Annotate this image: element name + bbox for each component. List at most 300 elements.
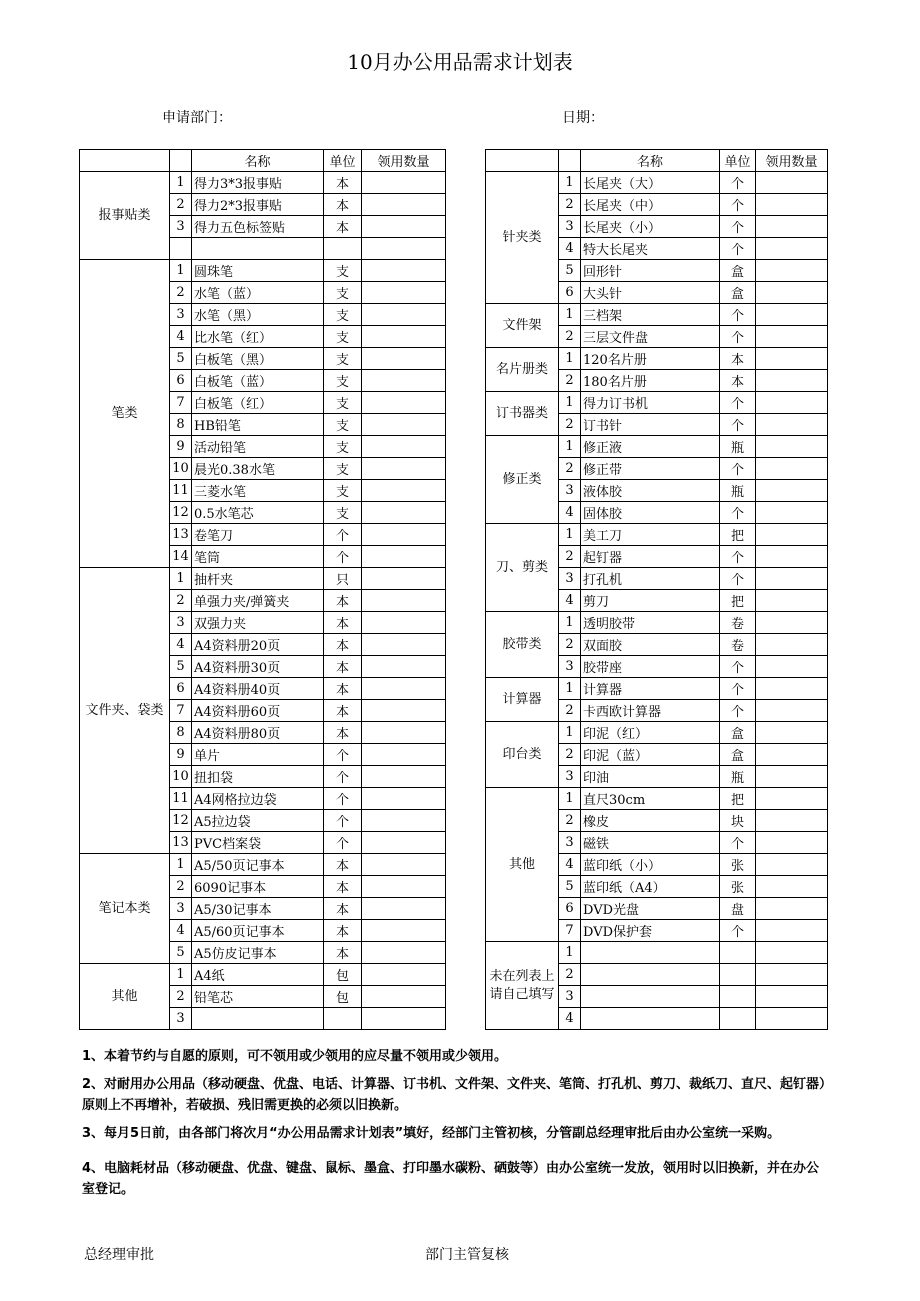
item-number-cell: 7 (170, 700, 192, 722)
item-name-cell: 0.5水笔芯 (192, 502, 324, 524)
item-name-cell: 液体胶 (581, 480, 720, 502)
quantity-input-cell[interactable] (756, 1008, 828, 1030)
quantity-input-cell[interactable] (362, 766, 446, 788)
quantity-input-cell[interactable] (756, 282, 828, 304)
item-name-cell: 圆珠笔 (192, 260, 324, 282)
item-number-cell: 2 (559, 414, 581, 436)
category-cell: 名片册类 (486, 348, 559, 392)
quantity-input-cell[interactable] (362, 524, 446, 546)
item-number-cell: 1 (170, 260, 192, 282)
item-unit-cell: 支 (324, 370, 362, 392)
item-unit-cell: 包 (324, 986, 362, 1008)
item-unit-cell: 本 (324, 898, 362, 920)
quantity-input-cell[interactable] (756, 414, 828, 436)
item-unit-cell: 本 (324, 216, 362, 238)
quantity-input-cell[interactable] (362, 370, 446, 392)
quantity-input-cell[interactable] (362, 194, 446, 216)
item-number-cell: 4 (170, 326, 192, 348)
item-number-cell: 7 (170, 392, 192, 414)
item-unit-cell: 盒 (720, 260, 756, 282)
header-no (559, 150, 581, 172)
item-number-cell: 5 (170, 348, 192, 370)
quantity-input-cell[interactable] (362, 832, 446, 854)
right-supply-table (485, 149, 828, 1030)
item-name-cell: 剪刀 (581, 590, 720, 612)
item-number-cell: 5 (170, 942, 192, 964)
item-unit-cell: 张 (720, 876, 756, 898)
category-cell: 印台类 (486, 722, 559, 788)
item-unit-cell: 个 (720, 326, 756, 348)
item-unit-cell: 个 (720, 678, 756, 700)
item-unit-cell: 支 (324, 326, 362, 348)
quantity-input-cell[interactable] (362, 656, 446, 678)
item-unit-cell: 个 (324, 810, 362, 832)
quantity-input-cell[interactable] (362, 238, 446, 260)
item-unit-cell: 个 (720, 700, 756, 722)
quantity-input-cell[interactable] (362, 326, 446, 348)
item-name-cell: 大头针 (581, 282, 720, 304)
quantity-input-cell[interactable] (362, 612, 446, 634)
item-unit-cell (720, 1008, 756, 1030)
dept-head-review-label: 部门主管复核 (425, 1247, 509, 1263)
item-unit-cell: 本 (720, 348, 756, 370)
table-row (486, 788, 828, 810)
item-unit-cell: 块 (720, 810, 756, 832)
table-row (486, 942, 828, 964)
item-unit-cell: 把 (720, 524, 756, 546)
table-row (486, 722, 828, 744)
item-unit-cell: 个 (324, 788, 362, 810)
quantity-input-cell[interactable] (362, 876, 446, 898)
item-number-cell: 4 (559, 238, 581, 260)
quantity-input-cell[interactable] (756, 810, 828, 832)
item-number-cell: 3 (170, 304, 192, 326)
item-unit-cell: 本 (324, 634, 362, 656)
item-name-cell: 长尾夹（中） (581, 194, 720, 216)
quantity-input-cell[interactable] (362, 788, 446, 810)
page-title: 10月办公用品需求计划表 (347, 50, 573, 74)
item-unit-cell: 本 (324, 194, 362, 216)
item-number-cell: 12 (170, 502, 192, 524)
item-number-cell: 3 (170, 898, 192, 920)
quantity-input-cell[interactable] (362, 502, 446, 524)
notes-section (82, 1046, 827, 1207)
quantity-input-cell[interactable] (362, 546, 446, 568)
quantity-input-cell[interactable] (756, 238, 828, 260)
item-unit-cell: 个 (720, 414, 756, 436)
table-row (486, 304, 828, 326)
item-unit-cell: 本 (324, 876, 362, 898)
quantity-input-cell[interactable] (756, 722, 828, 744)
item-name-cell: 印泥（红） (581, 722, 720, 744)
item-number-cell: 8 (170, 722, 192, 744)
quantity-input-cell[interactable] (756, 612, 828, 634)
item-name-cell: 卡西欧计算器 (581, 700, 720, 722)
quantity-input-cell[interactable] (756, 942, 828, 964)
item-unit-cell: 支 (324, 392, 362, 414)
item-unit-cell: 把 (720, 788, 756, 810)
header-unit: 单位 (720, 150, 756, 172)
quantity-input-cell[interactable] (756, 964, 828, 986)
table-row (80, 568, 446, 590)
quantity-input-cell[interactable] (362, 678, 446, 700)
item-number-cell: 3 (170, 612, 192, 634)
item-name-cell: 订书针 (581, 414, 720, 436)
item-unit-cell: 个 (720, 238, 756, 260)
quantity-input-cell[interactable] (756, 832, 828, 854)
quantity-input-cell[interactable] (362, 458, 446, 480)
item-number-cell: 1 (559, 722, 581, 744)
item-unit-cell: 本 (324, 920, 362, 942)
quantity-input-cell[interactable] (362, 964, 446, 986)
quantity-input-cell[interactable] (362, 744, 446, 766)
item-number-cell: 6 (559, 282, 581, 304)
item-unit-cell: 本 (324, 172, 362, 194)
quantity-input-cell[interactable] (756, 678, 828, 700)
item-number-cell: 5 (559, 876, 581, 898)
item-name-cell: 得力3*3报事贴 (192, 172, 324, 194)
item-name-cell: 卷笔刀 (192, 524, 324, 546)
item-unit-cell: 瓶 (720, 436, 756, 458)
header-name: 名称 (581, 150, 720, 172)
item-name-cell: 起钉器 (581, 546, 720, 568)
quantity-input-cell[interactable] (756, 656, 828, 678)
quantity-input-cell[interactable] (756, 986, 828, 1008)
item-name-cell: 白板笔（蓝） (192, 370, 324, 392)
item-name-cell (192, 1008, 324, 1030)
quantity-input-cell[interactable] (756, 898, 828, 920)
item-name-cell: DVD保护套 (581, 920, 720, 942)
category-cell: 文件架 (486, 304, 559, 348)
quantity-input-cell[interactable] (756, 392, 828, 414)
quantity-input-cell[interactable] (362, 436, 446, 458)
item-unit-cell: 支 (324, 260, 362, 282)
item-name-cell: 得力2*3报事贴 (192, 194, 324, 216)
item-number-cell: 4 (170, 920, 192, 942)
quantity-input-cell[interactable] (756, 854, 828, 876)
quantity-input-cell[interactable] (362, 260, 446, 282)
quantity-input-cell[interactable] (362, 810, 446, 832)
item-number-cell: 3 (559, 656, 581, 678)
quantity-input-cell[interactable] (756, 744, 828, 766)
quantity-input-cell[interactable] (362, 590, 446, 612)
item-number-cell: 4 (559, 502, 581, 524)
item-number-cell: 6 (170, 678, 192, 700)
quantity-input-cell[interactable] (756, 546, 828, 568)
item-name-cell (581, 942, 720, 964)
item-unit-cell: 个 (720, 172, 756, 194)
quantity-input-cell[interactable] (362, 392, 446, 414)
item-name-cell: A4网格拉边袋 (192, 788, 324, 810)
table-row (486, 524, 828, 546)
quantity-input-cell[interactable] (362, 480, 446, 502)
item-name-cell: 计算器 (581, 678, 720, 700)
quantity-input-cell[interactable] (362, 282, 446, 304)
item-number-cell: 2 (170, 590, 192, 612)
quantity-input-cell[interactable] (756, 304, 828, 326)
item-name-cell: 比水笔（红） (192, 326, 324, 348)
note-4: 4、电脑耗材品（移动硬盘、优盘、键盘、鼠标、墨盒、打印墨水碳粉、硒鼓等）由办公室统一发放，领用时以旧换新，并在办公室登记。 (82, 1161, 820, 1197)
table-row (486, 392, 828, 414)
item-number-cell: 1 (559, 348, 581, 370)
quantity-input-cell[interactable] (756, 436, 828, 458)
item-name-cell (581, 1008, 720, 1030)
item-name-cell: 抽杆夹 (192, 568, 324, 590)
item-name-cell: A4资料册40页 (192, 678, 324, 700)
item-name-cell: 三层文件盘 (581, 326, 720, 348)
item-name-cell (581, 986, 720, 1008)
item-number-cell: 1 (559, 392, 581, 414)
quantity-input-cell[interactable] (756, 766, 828, 788)
item-name-cell: 扭扣袋 (192, 766, 324, 788)
item-unit-cell: 个 (720, 546, 756, 568)
item-name-cell: 印油 (581, 766, 720, 788)
item-number-cell: 3 (170, 216, 192, 238)
item-unit-cell: 个 (720, 920, 756, 942)
item-unit-cell: 卷 (720, 634, 756, 656)
item-number-cell: 2 (559, 546, 581, 568)
quantity-input-cell[interactable] (362, 854, 446, 876)
item-name-cell: 单片 (192, 744, 324, 766)
quantity-input-cell[interactable] (756, 590, 828, 612)
note-2: 2、对耐用办公用品（移动硬盘、优盘、电话、计算器、订书机、文件架、文件夹、笔筒、打孔机、剪刀、裁纸刀、直尺、起钉器）原则上不再增补，若破损、残旧需更换的必须以旧换新。 (82, 1077, 826, 1113)
item-unit-cell: 盒 (720, 744, 756, 766)
dept-label: 申请部门： (162, 110, 232, 126)
header-unit: 单位 (324, 150, 362, 172)
quantity-input-cell[interactable] (756, 480, 828, 502)
item-name-cell: 三档架 (581, 304, 720, 326)
item-unit-cell: 本 (324, 854, 362, 876)
item-name-cell: 长尾夹（小） (581, 216, 720, 238)
category-cell: 其他 (80, 964, 170, 1030)
quantity-input-cell[interactable] (362, 920, 446, 942)
item-name-cell: 白板笔（黑） (192, 348, 324, 370)
item-unit-cell: 本 (324, 590, 362, 612)
item-name-cell: A4资料册30页 (192, 656, 324, 678)
quantity-input-cell[interactable] (362, 568, 446, 590)
item-number-cell: 1 (170, 854, 192, 876)
quantity-input-cell[interactable] (756, 194, 828, 216)
item-number-cell: 1 (559, 436, 581, 458)
item-unit-cell: 张 (720, 854, 756, 876)
quantity-input-cell[interactable] (362, 414, 446, 436)
item-number-cell: 2 (559, 810, 581, 832)
item-number-cell: 8 (170, 414, 192, 436)
item-unit-cell: 个 (720, 568, 756, 590)
item-number-cell: 1 (559, 788, 581, 810)
quantity-input-cell[interactable] (756, 524, 828, 546)
quantity-input-cell[interactable] (756, 216, 828, 238)
item-unit-cell: 个 (720, 304, 756, 326)
item-number-cell: 2 (170, 194, 192, 216)
category-cell: 胶带类 (486, 612, 559, 678)
item-name-cell: 打孔机 (581, 568, 720, 590)
item-name-cell: 得力订书机 (581, 392, 720, 414)
item-name-cell: 水笔（蓝） (192, 282, 324, 304)
item-name-cell: A5/30记事本 (192, 898, 324, 920)
quantity-input-cell[interactable] (756, 788, 828, 810)
category-cell: 未在列表上请自己填写 (486, 942, 559, 1030)
quantity-input-cell[interactable] (362, 722, 446, 744)
item-number-cell: 6 (559, 898, 581, 920)
item-name-cell: A5/60页记事本 (192, 920, 324, 942)
item-name-cell: PVC档案袋 (192, 832, 324, 854)
item-number-cell: 14 (170, 546, 192, 568)
quantity-input-cell[interactable] (362, 700, 446, 722)
quantity-input-cell[interactable] (756, 348, 828, 370)
quantity-input-cell[interactable] (756, 634, 828, 656)
item-unit-cell: 支 (324, 348, 362, 370)
item-unit-cell: 支 (324, 436, 362, 458)
item-name-cell: 透明胶带 (581, 612, 720, 634)
table-row (486, 678, 828, 700)
table-row (486, 436, 828, 458)
item-unit-cell: 只 (324, 568, 362, 590)
quantity-input-cell[interactable] (362, 172, 446, 194)
item-name-cell (581, 964, 720, 986)
item-unit-cell: 盒 (720, 282, 756, 304)
item-name-cell: 蓝印纸（A4） (581, 876, 720, 898)
item-number-cell: 3 (559, 766, 581, 788)
item-unit-cell: 个 (324, 524, 362, 546)
item-number-cell: 4 (559, 854, 581, 876)
item-unit-cell (720, 942, 756, 964)
item-name-cell: 120名片册 (581, 348, 720, 370)
quantity-input-cell[interactable] (362, 942, 446, 964)
quantity-input-cell[interactable] (756, 260, 828, 282)
table-row (80, 854, 446, 876)
item-name-cell: 笔筒 (192, 546, 324, 568)
item-name-cell: 固体胶 (581, 502, 720, 524)
item-number-cell: 6 (170, 370, 192, 392)
item-number-cell: 1 (559, 612, 581, 634)
quantity-input-cell[interactable] (362, 216, 446, 238)
item-number-cell: 2 (559, 634, 581, 656)
item-unit-cell: 个 (720, 656, 756, 678)
item-unit-cell: 支 (324, 502, 362, 524)
category-cell: 笔记本类 (80, 854, 170, 964)
item-number-cell: 2 (170, 986, 192, 1008)
item-number-cell: 2 (559, 194, 581, 216)
quantity-input-cell[interactable] (756, 700, 828, 722)
item-number-cell: 13 (170, 832, 192, 854)
item-unit-cell (720, 986, 756, 1008)
item-unit-cell: 支 (324, 282, 362, 304)
item-unit-cell: 盘 (720, 898, 756, 920)
quantity-input-cell[interactable] (756, 920, 828, 942)
category-cell: 修正类 (486, 436, 559, 524)
note-3: 3、每月5日前，由各部门将次月“办公用品需求计划表”填好，经部门主管初核，分管副总经理审批后由办公室统一采购。 (82, 1126, 781, 1141)
item-number-cell: 2 (559, 700, 581, 722)
item-unit-cell: 个 (720, 216, 756, 238)
item-name-cell: 印泥（蓝） (581, 744, 720, 766)
item-unit-cell: 本 (720, 370, 756, 392)
item-number-cell: 2 (559, 964, 581, 986)
quantity-input-cell[interactable] (362, 304, 446, 326)
item-unit-cell: 本 (324, 942, 362, 964)
item-name-cell: A4纸 (192, 964, 324, 986)
item-name-cell: 胶带座 (581, 656, 720, 678)
item-unit-cell: 支 (324, 458, 362, 480)
item-unit-cell: 本 (324, 656, 362, 678)
item-name-cell: HB铅笔 (192, 414, 324, 436)
category-cell: 订书器类 (486, 392, 559, 436)
item-name-cell: 6090记事本 (192, 876, 324, 898)
item-unit-cell (324, 1008, 362, 1030)
item-unit-cell: 支 (324, 480, 362, 502)
item-name-cell: A4资料册80页 (192, 722, 324, 744)
item-name-cell: 特大长尾夹 (581, 238, 720, 260)
item-name-cell: A4资料册20页 (192, 634, 324, 656)
table-row (486, 612, 828, 634)
item-name-cell: 直尺30cm (581, 788, 720, 810)
item-name-cell: 双强力夹 (192, 612, 324, 634)
item-unit-cell: 个 (720, 194, 756, 216)
quantity-input-cell[interactable] (362, 348, 446, 370)
item-number-cell: 13 (170, 524, 192, 546)
table-row (486, 348, 828, 370)
item-name-cell: 水笔（黑） (192, 304, 324, 326)
item-unit-cell: 个 (324, 546, 362, 568)
item-name-cell (192, 238, 324, 260)
quantity-input-cell[interactable] (756, 326, 828, 348)
quantity-input-cell[interactable] (756, 876, 828, 898)
quantity-input-cell[interactable] (756, 370, 828, 392)
quantity-input-cell[interactable] (362, 986, 446, 1008)
item-number-cell: 1 (170, 964, 192, 986)
table-header-row (486, 150, 828, 172)
item-unit-cell: 卷 (720, 612, 756, 634)
item-number-cell: 3 (559, 568, 581, 590)
quantity-input-cell[interactable] (756, 172, 828, 194)
item-number-cell: 4 (559, 1008, 581, 1030)
item-number-cell: 4 (559, 590, 581, 612)
item-number-cell: 2 (170, 282, 192, 304)
header-category (80, 150, 170, 172)
header-no (170, 150, 192, 172)
item-name-cell: 修正液 (581, 436, 720, 458)
item-number-cell: 7 (559, 920, 581, 942)
gm-approval-label: 总经理审批 (84, 1247, 154, 1263)
quantity-input-cell[interactable] (756, 458, 828, 480)
item-number-cell: 1 (559, 172, 581, 194)
item-number-cell: 11 (170, 788, 192, 810)
item-name-cell: A5仿皮记事本 (192, 942, 324, 964)
item-unit-cell: 盒 (720, 722, 756, 744)
category-cell: 针夹类 (486, 172, 559, 304)
quantity-input-cell[interactable] (362, 898, 446, 920)
item-name-cell: 修正带 (581, 458, 720, 480)
left-supply-table (79, 149, 446, 1030)
category-cell: 其他 (486, 788, 559, 942)
item-number-cell: 1 (559, 304, 581, 326)
quantity-input-cell[interactable] (362, 1008, 446, 1030)
item-name-cell: A4资料册60页 (192, 700, 324, 722)
quantity-input-cell[interactable] (756, 502, 828, 524)
item-number-cell: 2 (559, 326, 581, 348)
item-unit-cell (720, 964, 756, 986)
header-category (486, 150, 559, 172)
quantity-input-cell[interactable] (362, 634, 446, 656)
quantity-input-cell[interactable] (756, 568, 828, 590)
item-name-cell: 橡皮 (581, 810, 720, 832)
item-number-cell: 3 (559, 986, 581, 1008)
item-number-cell: 3 (559, 480, 581, 502)
item-unit-cell: 个 (720, 458, 756, 480)
item-number-cell: 3 (170, 1008, 192, 1030)
table-row (80, 172, 446, 194)
header-qty: 领用数量 (756, 150, 828, 172)
